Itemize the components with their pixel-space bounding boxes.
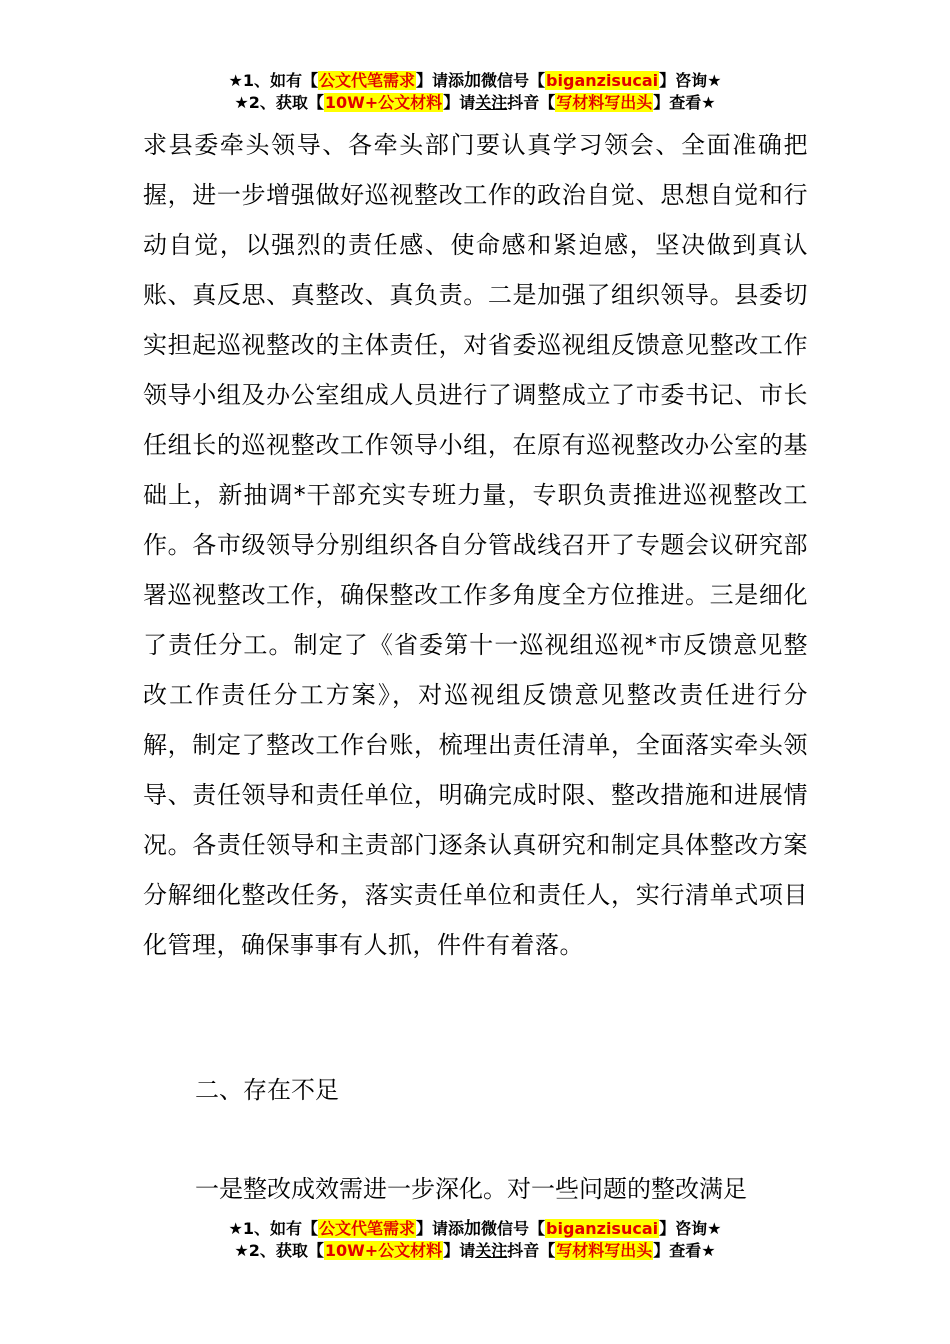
highlight-materials: 10W+公文材料 xyxy=(324,93,443,112)
bottom-banner xyxy=(0,1218,950,1262)
banner-text: 抖音【 xyxy=(507,93,556,112)
banner-text: 关注 xyxy=(475,1241,508,1260)
banner-text: 】咨询★ xyxy=(659,71,722,90)
banner-text: ★1、如有【 xyxy=(228,1219,318,1238)
highlight-materials: 10W+公文材料 xyxy=(324,1241,443,1260)
banner-text: 抖音【 xyxy=(507,1241,556,1260)
banner-text: ★1、如有【 xyxy=(228,71,318,90)
document-body xyxy=(143,120,808,970)
banner-line-2 xyxy=(0,92,950,114)
highlight-douyin: 写材料写出头 xyxy=(556,93,653,112)
banner-text: 关注 xyxy=(475,93,508,112)
banner-text: 微信号【 xyxy=(481,71,546,90)
highlight-wechat-id: biganzisucai xyxy=(546,1219,659,1238)
banner-text: 】请 xyxy=(443,93,476,112)
banner-text: 微信号【 xyxy=(481,1219,546,1238)
body-paragraph: 求县委牵头领导、各牵头部门要认真学习领会、全面准确把握，进一步增强做好巡视整改工作的政治自觉、思想自觉和行动自觉，以强烈的责任感、使命感和紧迫感，坚决做到真认账、真反思、真整改、真负责。二是加强了组织领导。县委切实担起巡视整改的主体责任，对省委巡视组反馈意见整改工作领导小组及办公室组成人员进行了调整成立了市委书记、市长任组长的巡视整改工作领导小组，在原有巡视整改办公室的基础上，新抽调*干部充实专班力量，专职负责推进巡视整改工作。各市级领导分别组织各自分管战线召开了专题会议研究部署巡视整改工作，确保整改工作多角度全方位推进。三是细化了责任分工。制定了《省委第十一巡视组巡视*市反馈意见整改工作责任分工方案》，对巡视组反馈意见整改责任进行分解，制定了整改工作台账，梳理出责任清单，全面落实牵头领导、责任领导和责任单位，明确完成时限、整改措施和进展情况。各责任领导和主责部门逐条认真研究和制定具体整改方案分解细化整改任务，落实责任单位和责任人，实行清单式项目化管理，确保事事有人抓，件件有着落。 xyxy=(143,131,808,959)
section-heading: 二、存在不足 xyxy=(195,1076,339,1104)
banner-text: 加 xyxy=(464,1219,482,1239)
banner-text: ★2、获取【 xyxy=(234,93,324,112)
banner-text: 】请添 xyxy=(416,71,465,90)
top-banner xyxy=(0,70,950,114)
banner-text: 】查看★ xyxy=(653,93,716,112)
banner-text: 】查看★ xyxy=(653,1241,716,1260)
banner-line-1 xyxy=(0,70,950,92)
highlight-douyin: 写材料写出头 xyxy=(556,1241,653,1260)
highlight-ghostwriting: 公文代笔需求 xyxy=(319,71,416,90)
banner-text: 】请 xyxy=(443,1241,476,1260)
highlight-wechat-id: biganzisucai xyxy=(546,71,659,90)
banner-text: 加 xyxy=(464,71,482,91)
body-paragraph-start: 一是整改成效需进一步深化。对一些问题的整改满足 xyxy=(195,1175,747,1203)
banner-text: 】咨询★ xyxy=(659,1219,722,1238)
banner-line-2 xyxy=(0,1240,950,1262)
banner-line-1 xyxy=(0,1218,950,1240)
banner-text: ★2、获取【 xyxy=(234,1241,324,1260)
highlight-ghostwriting: 公文代笔需求 xyxy=(319,1219,416,1238)
banner-text: 】请添 xyxy=(416,1219,465,1238)
